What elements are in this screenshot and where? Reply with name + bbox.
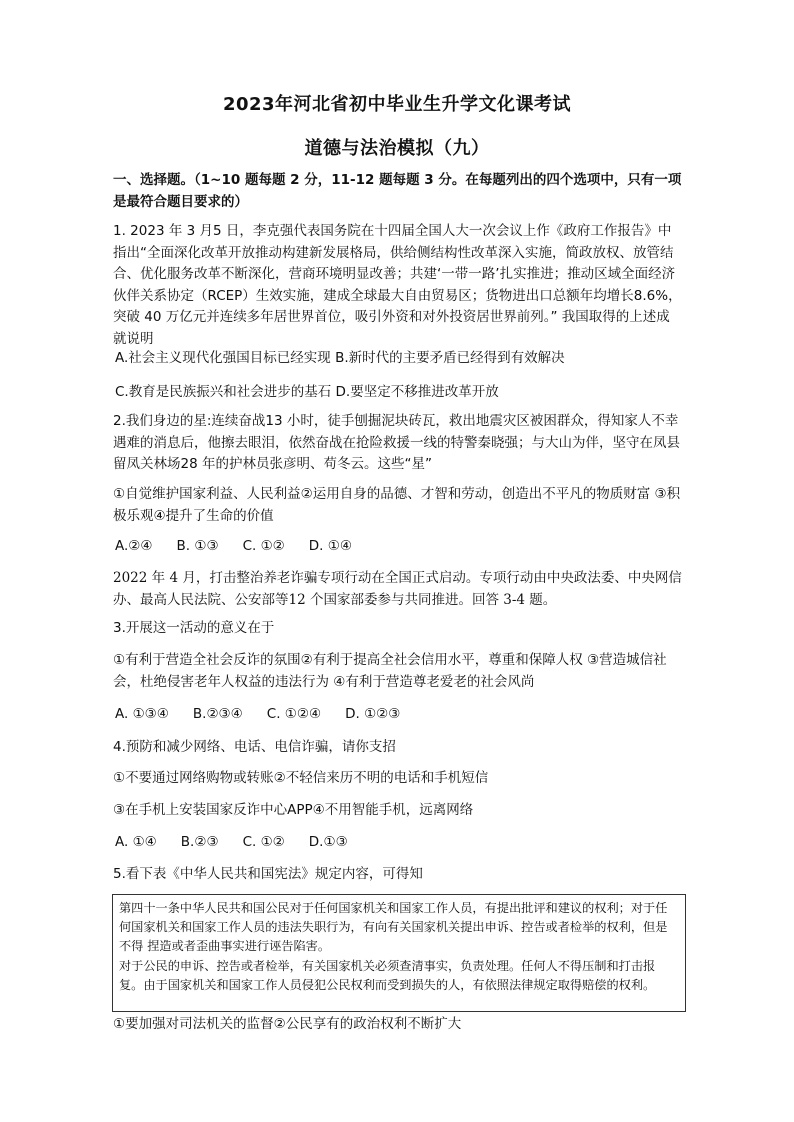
question-4-option-b: B.②③: [180, 834, 219, 850]
question-1-option-d: D.要坚定不移推进改革开放: [335, 384, 499, 400]
question-3-stem: 3.开展这一活动的意义在于: [113, 620, 275, 636]
question-3-option-b: B.②③④: [192, 706, 243, 722]
question-4-statement-1: ①不要通过网络购物或转账②不轻信来历不明的电话和手机短信: [113, 770, 489, 786]
question-1-option-a: A.社会主义现代化强国目标已经实现: [115, 350, 331, 366]
question-4-stem: 4.预防和减少网络、电话、电信诈骗，请你支招: [113, 739, 396, 755]
question-1-options-row-2: [115, 382, 499, 402]
material-passage: 2022 年 4 月，打击整治养老诈骗专项行动在全国正式启动。专项行动由中央政法委、中央网信办、最高人民法院、公安部等12 个国家部委参与共同推进。回答 3-4 题。: [113, 570, 682, 608]
question-4-options: [115, 832, 372, 852]
question-2-option-d: D. ①④: [308, 538, 352, 554]
question-1-options-row-1: [115, 348, 565, 368]
question-1-option-b: B.新时代的主要矛盾已经得到有效解决: [335, 350, 565, 366]
exam-title: 2023年河北省初中毕业生升学文化课考试: [222, 94, 572, 115]
question-2-statements: ①自觉维护国家利益、人民利益②运用自身的品德、才智和劳动，创造出不平凡的物质财富 ③积极乐观④提升了生命的价值: [113, 486, 681, 524]
constitution-excerpt-box: [112, 894, 686, 1012]
constitution-excerpt-paragraph-2: 对于公民的申诉、控告或者检举，有关国家机关必须查清事实，负责处理。任何人不得压制和打击报复。由于国家机关和国家工作人员侵犯公民权利而受到损失的人，有依照法律规定取得赔偿的权利。: [119, 958, 656, 992]
question-2-option-a: A.②④: [115, 538, 153, 554]
question-3-option-a: A. ①③④: [115, 706, 169, 722]
question-5-stem: 5.看下表《中华人民共和国宪法》规定内容，可得知: [113, 866, 423, 882]
question-1-option-c: C.教育是民族振兴和社会进步的基石: [115, 384, 332, 400]
question-4-option-a: A. ①④: [115, 834, 157, 850]
question-3-option-d: D. ①②③: [345, 706, 401, 722]
question-3-option-c: C. ①②④: [266, 706, 322, 722]
question-5-statement-1: ①要加强对司法机关的监督②公民享有的政治权利不断扩大: [113, 1016, 462, 1032]
question-2-options: [115, 536, 376, 556]
question-4-option-c: C. ①②: [242, 834, 285, 850]
question-1-stem: 1. 2023 年 3 月5 日，李克强代表国务院在十四届全国人大一次会议上作《政府工作报告》中指出“全面深化改革开放推动构建新发展格局，供给侧结构性改革深入实施，简政放权、放管结合、优化服务改革不断深化，营商环境明显改善；共建‘一带一路’扎实推进；推动区域全面经济伙伴关系协定（RCEP）生效实施，建成全球最大自由贸易区；货物进出口总额年均增长8.6%，突破 40 万亿元并连续多年居世界首位，吸引外资和对外投资居世界前列。” 我国取得的上述成就说明: [113, 223, 682, 347]
question-4-statement-2: ③在手机上安装国家反诈中心APP④不用智能手机，远离网络: [113, 802, 474, 818]
question-4-option-d: D.①③: [308, 834, 348, 850]
question-2-stem: 2.我们身边的星:连续奋战13 小时，徒手刨掘泥块砖瓦，救出地震灾区被困群众，得知家人不幸遇难的消息后，他擦去眼泪，依然奋战在抢险救援一线的特警秦晓强；与大山为伴，坚守在凤县留凤关林场28 年的护林员张彦明、苟冬云。这些“星”: [113, 413, 680, 472]
question-2-option-b: B. ①③: [176, 538, 219, 554]
section-heading: 一、选择题。（1~10 题每题 2 分，11-12 题每题 3 分。在每题列出的四个选项中，只有一项是最符合题目要求的）: [113, 172, 682, 210]
question-3-options: [115, 704, 424, 724]
exam-subtitle: 道德与法治模拟（九）: [304, 138, 490, 159]
question-2-option-c: C. ①②: [242, 538, 285, 554]
question-3-statements: ①有利于营造全社会反诈的氛围②有利于提高全社会信用水平，尊重和保障人权 ③营造城信社会，杜绝侵害老年人权益的违法行为 ④有利于营造尊老爱老的社会风尚: [113, 652, 667, 690]
constitution-excerpt-paragraph-1: 第四十一条中华人民共和国公民对于任何国家机关和国家工作人员，有提出批评和建议的权利；对于任何国家机关和国家工作人员的违法失职行为，有向有关国家机关提出申诉、控告或者检举的权利，但是不得 捏造或者歪曲事实进行诬告陷害。: [119, 901, 668, 954]
